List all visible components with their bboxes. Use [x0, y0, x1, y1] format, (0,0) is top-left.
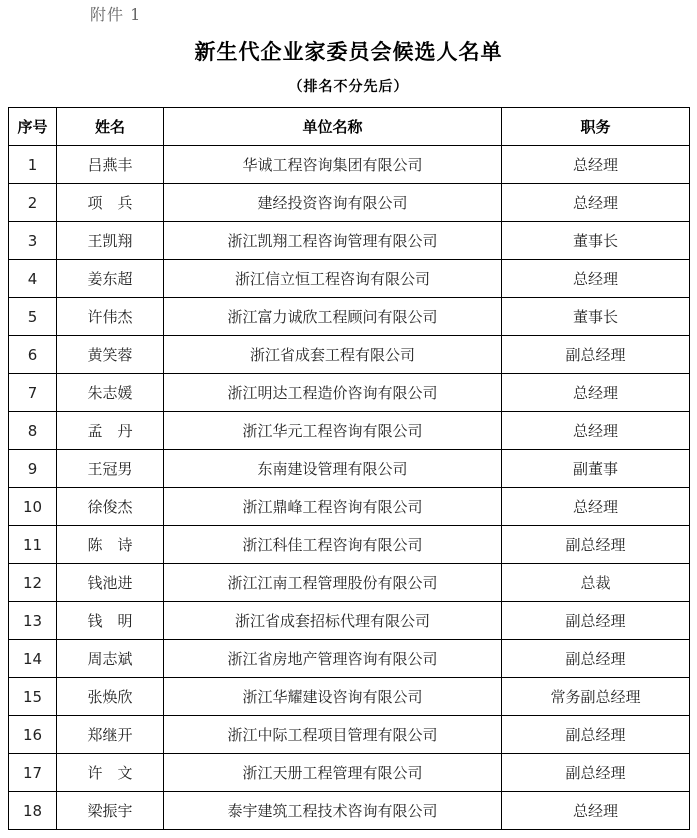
cell-position: 总经理: [502, 374, 690, 412]
cell-org: 浙江省成套招标代理有限公司: [164, 602, 502, 640]
cell-name: 梁振宇: [57, 792, 164, 830]
header-row: [9, 108, 690, 146]
table-row: [9, 412, 690, 450]
cell-position: 总经理: [502, 184, 690, 222]
cell-position: 总经理: [502, 488, 690, 526]
cell-position: 总裁: [502, 564, 690, 602]
cell-org: 浙江鼎峰工程咨询有限公司: [164, 488, 502, 526]
cell-name: 项 兵: [57, 184, 164, 222]
cell-position: 副总经理: [502, 754, 690, 792]
cell-org: 泰宇建筑工程技术咨询有限公司: [164, 792, 502, 830]
table-row: [9, 716, 690, 754]
cell-name: 周志斌: [57, 640, 164, 678]
cell-org: 浙江华耀建设咨询有限公司: [164, 678, 502, 716]
cell-name: 钱池进: [57, 564, 164, 602]
cell-no: 18: [9, 792, 57, 830]
table-row: [9, 754, 690, 792]
cell-position: 副总经理: [502, 336, 690, 374]
cell-name: 王凯翔: [57, 222, 164, 260]
cell-no: 16: [9, 716, 57, 754]
cell-org: 浙江明达工程造价咨询有限公司: [164, 374, 502, 412]
cell-position: 副总经理: [502, 526, 690, 564]
cell-org: 浙江科佳工程咨询有限公司: [164, 526, 502, 564]
cell-no: 12: [9, 564, 57, 602]
table-row: [9, 260, 690, 298]
cell-name: 郑继开: [57, 716, 164, 754]
cell-no: 17: [9, 754, 57, 792]
document-subtitle: （排名不分先后）: [288, 79, 409, 95]
cell-org: 浙江省成套工程有限公司: [164, 336, 502, 374]
table-row: [9, 640, 690, 678]
cell-org: 浙江凯翔工程咨询管理有限公司: [164, 222, 502, 260]
cell-position: 董事长: [502, 298, 690, 336]
cell-name: 朱志媛: [57, 374, 164, 412]
cell-name: 王冠男: [57, 450, 164, 488]
cell-position: 总经理: [502, 792, 690, 830]
cell-name: 张焕欣: [57, 678, 164, 716]
cell-position: 总经理: [502, 412, 690, 450]
cell-no: 10: [9, 488, 57, 526]
cell-name: 姜东超: [57, 260, 164, 298]
header-org: 单位名称: [164, 108, 502, 146]
table-row: [9, 488, 690, 526]
cell-org: 浙江中际工程项目管理有限公司: [164, 716, 502, 754]
table-row: [9, 184, 690, 222]
cell-org: 华诚工程咨询集团有限公司: [164, 146, 502, 184]
table-row: [9, 526, 690, 564]
cell-name: 徐俊杰: [57, 488, 164, 526]
cell-no: 7: [9, 374, 57, 412]
cell-org: 浙江省房地产管理咨询有限公司: [164, 640, 502, 678]
cell-org: 浙江信立恒工程咨询有限公司: [164, 260, 502, 298]
cell-no: 2: [9, 184, 57, 222]
cell-position: 副总经理: [502, 602, 690, 640]
cell-no: 4: [9, 260, 57, 298]
cell-position: 副总经理: [502, 640, 690, 678]
cell-name: 吕燕丰: [57, 146, 164, 184]
cell-no: 5: [9, 298, 57, 336]
cell-no: 14: [9, 640, 57, 678]
cell-no: 8: [9, 412, 57, 450]
table-row: [9, 792, 690, 830]
cell-no: 15: [9, 678, 57, 716]
table-row: [9, 222, 690, 260]
cell-org: 东南建设管理有限公司: [164, 450, 502, 488]
cell-no: 11: [9, 526, 57, 564]
cell-position: 总经理: [502, 260, 690, 298]
table-row: [9, 602, 690, 640]
cell-position: 董事长: [502, 222, 690, 260]
cell-position: 副董事: [502, 450, 690, 488]
cell-name: 孟 丹: [57, 412, 164, 450]
attachment-label: 附件 1: [90, 5, 142, 24]
table-row: [9, 298, 690, 336]
cell-name: 钱 明: [57, 602, 164, 640]
cell-no: 1: [9, 146, 57, 184]
table-row: [9, 336, 690, 374]
table-row: [9, 146, 690, 184]
table-header: [9, 108, 690, 146]
table-row: [9, 450, 690, 488]
cell-no: 13: [9, 602, 57, 640]
table-body: [9, 146, 690, 830]
cell-org: 浙江江南工程管理股份有限公司: [164, 564, 502, 602]
cell-name: 黄笑蓉: [57, 336, 164, 374]
cell-name: 许伟杰: [57, 298, 164, 336]
cell-org: 浙江富力诚欣工程顾问有限公司: [164, 298, 502, 336]
cell-position: 副总经理: [502, 716, 690, 754]
cell-position: 常务副总经理: [502, 678, 690, 716]
header-no: 序号: [9, 108, 57, 146]
cell-no: 9: [9, 450, 57, 488]
candidate-table: [8, 107, 690, 830]
cell-no: 6: [9, 336, 57, 374]
table-row: [9, 374, 690, 412]
cell-no: 3: [9, 222, 57, 260]
cell-position: 总经理: [502, 146, 690, 184]
header-position: 职务: [502, 108, 690, 146]
cell-org: 浙江天册工程管理有限公司: [164, 754, 502, 792]
document-title: 新生代企业家委员会候选人名单: [194, 39, 503, 64]
table-row: [9, 678, 690, 716]
cell-org: 建经投资咨询有限公司: [164, 184, 502, 222]
cell-org: 浙江华元工程咨询有限公司: [164, 412, 502, 450]
cell-name: 许 文: [57, 754, 164, 792]
header-name: 姓名: [57, 108, 164, 146]
table-row: [9, 564, 690, 602]
cell-name: 陈 诗: [57, 526, 164, 564]
